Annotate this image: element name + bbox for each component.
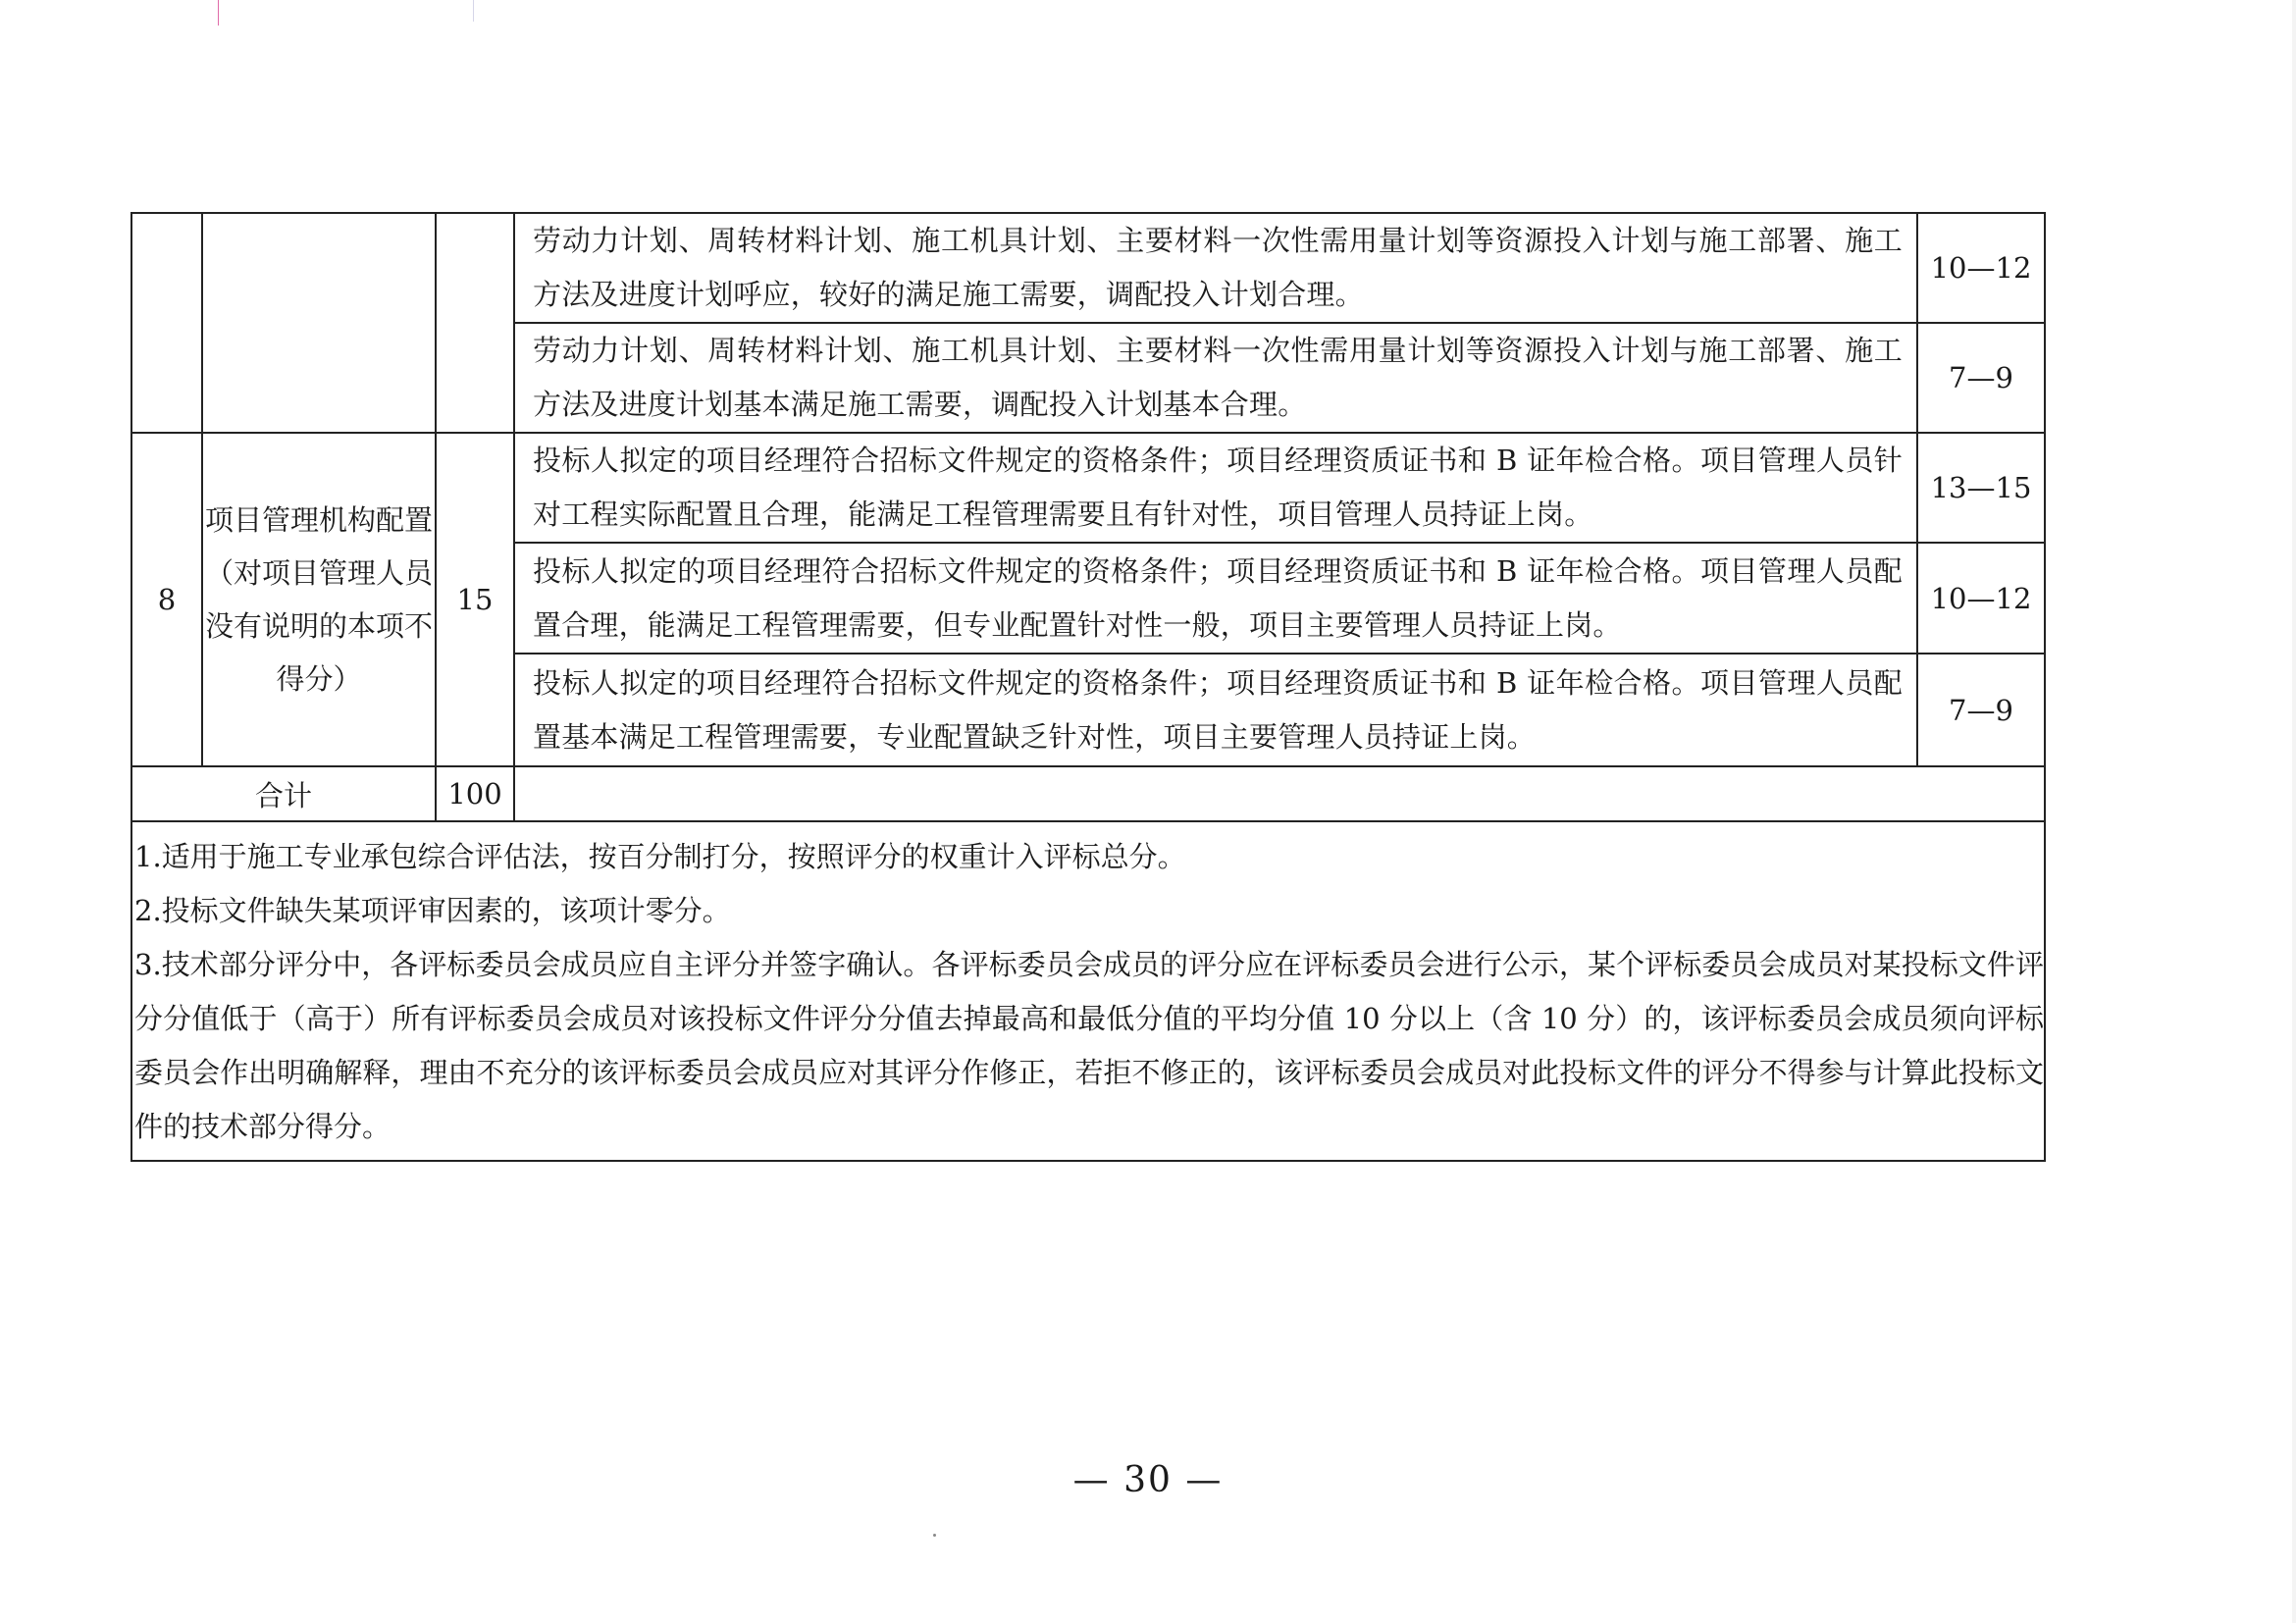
- criteria-description: 劳动力计划、周转材料计划、施工机具计划、主要材料一次性需用量计划等资源投入计划与施工部署、施工方法及进度计划基本满足施工需要，调配投入计划基本合理。: [514, 323, 1917, 433]
- criteria-description: 投标人拟定的项目经理符合招标文件规定的资格条件；项目经理资质证书和 B 证年检合格。项目管理人员针对工程实际配置且合理，能满足工程管理需要且有针对性，项目管理人员持证上岗。: [514, 433, 1917, 543]
- total-score: 100: [436, 766, 514, 821]
- notes-cell: [131, 821, 2045, 1161]
- scan-mark: [218, 0, 219, 26]
- scan-edge: [2292, 0, 2296, 1623]
- scoring-table: [130, 212, 2046, 1162]
- score-range: 10—12: [1917, 543, 2045, 654]
- scan-mark: [473, 0, 474, 22]
- score-range: 10—12: [1917, 213, 2045, 323]
- scan-dot: [933, 1534, 936, 1537]
- note-item: 3.技术部分评分中，各评标委员会成员应自主评分并签字确认。各评标委员会成员的评分应在评标委员会进行公示，某个评标委员会成员对某投标文件评分分值低于（高于）所有评标委员会成员对该投标文件评分分值去掉最高和最低分值的平均分值 10 分以上（含 10 分）的，该评标委员会成员须向评标委员会作出明确解释，理由不充分的该评标委员会成员应对其评分作修正，若拒不修正的，该评标委员会成员对此投标文件的评分不得参与计算此投标文件的技术部分得分。: [134, 948, 2044, 1143]
- table-row: [131, 433, 2045, 543]
- item-number-cell: [131, 213, 202, 433]
- item-number: 8: [131, 433, 202, 766]
- total-label: 合计: [131, 766, 436, 821]
- criteria-description: 投标人拟定的项目经理符合招标文件规定的资格条件；项目经理资质证书和 B 证年检合格。项目管理人员配置基本满足工程管理需要，专业配置缺乏针对性，项目主要管理人员持证上岗。: [514, 654, 1917, 766]
- score-range: 7—9: [1917, 654, 2045, 766]
- total-row: [131, 766, 2045, 821]
- item-name: 项目管理机构配置（对项目管理人员没有说明的本项不得分）: [202, 433, 436, 766]
- page-number: — 30 —: [1072, 1460, 1224, 1500]
- item-name-cell: [202, 213, 436, 433]
- note-item: 1.适用于施工专业承包综合评估法，按百分制打分，按照评分的权重计入评标总分。: [134, 840, 1186, 873]
- note-item: 2.投标文件缺失某项评审因素的，该项计零分。: [134, 894, 731, 927]
- scoring-table-sheet: [130, 212, 2044, 1162]
- criteria-description: 劳动力计划、周转材料计划、施工机具计划、主要材料一次性需用量计划等资源投入计划与施工部署、施工方法及进度计划呼应，较好的满足施工需要，调配投入计划合理。: [514, 213, 1917, 323]
- notes-row: [131, 821, 2045, 1161]
- item-score-cell: [436, 213, 514, 433]
- item-score: 15: [436, 433, 514, 766]
- criteria-description: 投标人拟定的项目经理符合招标文件规定的资格条件；项目经理资质证书和 B 证年检合格。项目管理人员配置合理，能满足工程管理需要，但专业配置针对性一般，项目主要管理人员持证上岗。: [514, 543, 1917, 654]
- score-range: 13—15: [1917, 433, 2045, 543]
- score-range: 7—9: [1917, 323, 2045, 433]
- total-empty-cell: [514, 766, 2045, 821]
- table-row: [131, 213, 2045, 323]
